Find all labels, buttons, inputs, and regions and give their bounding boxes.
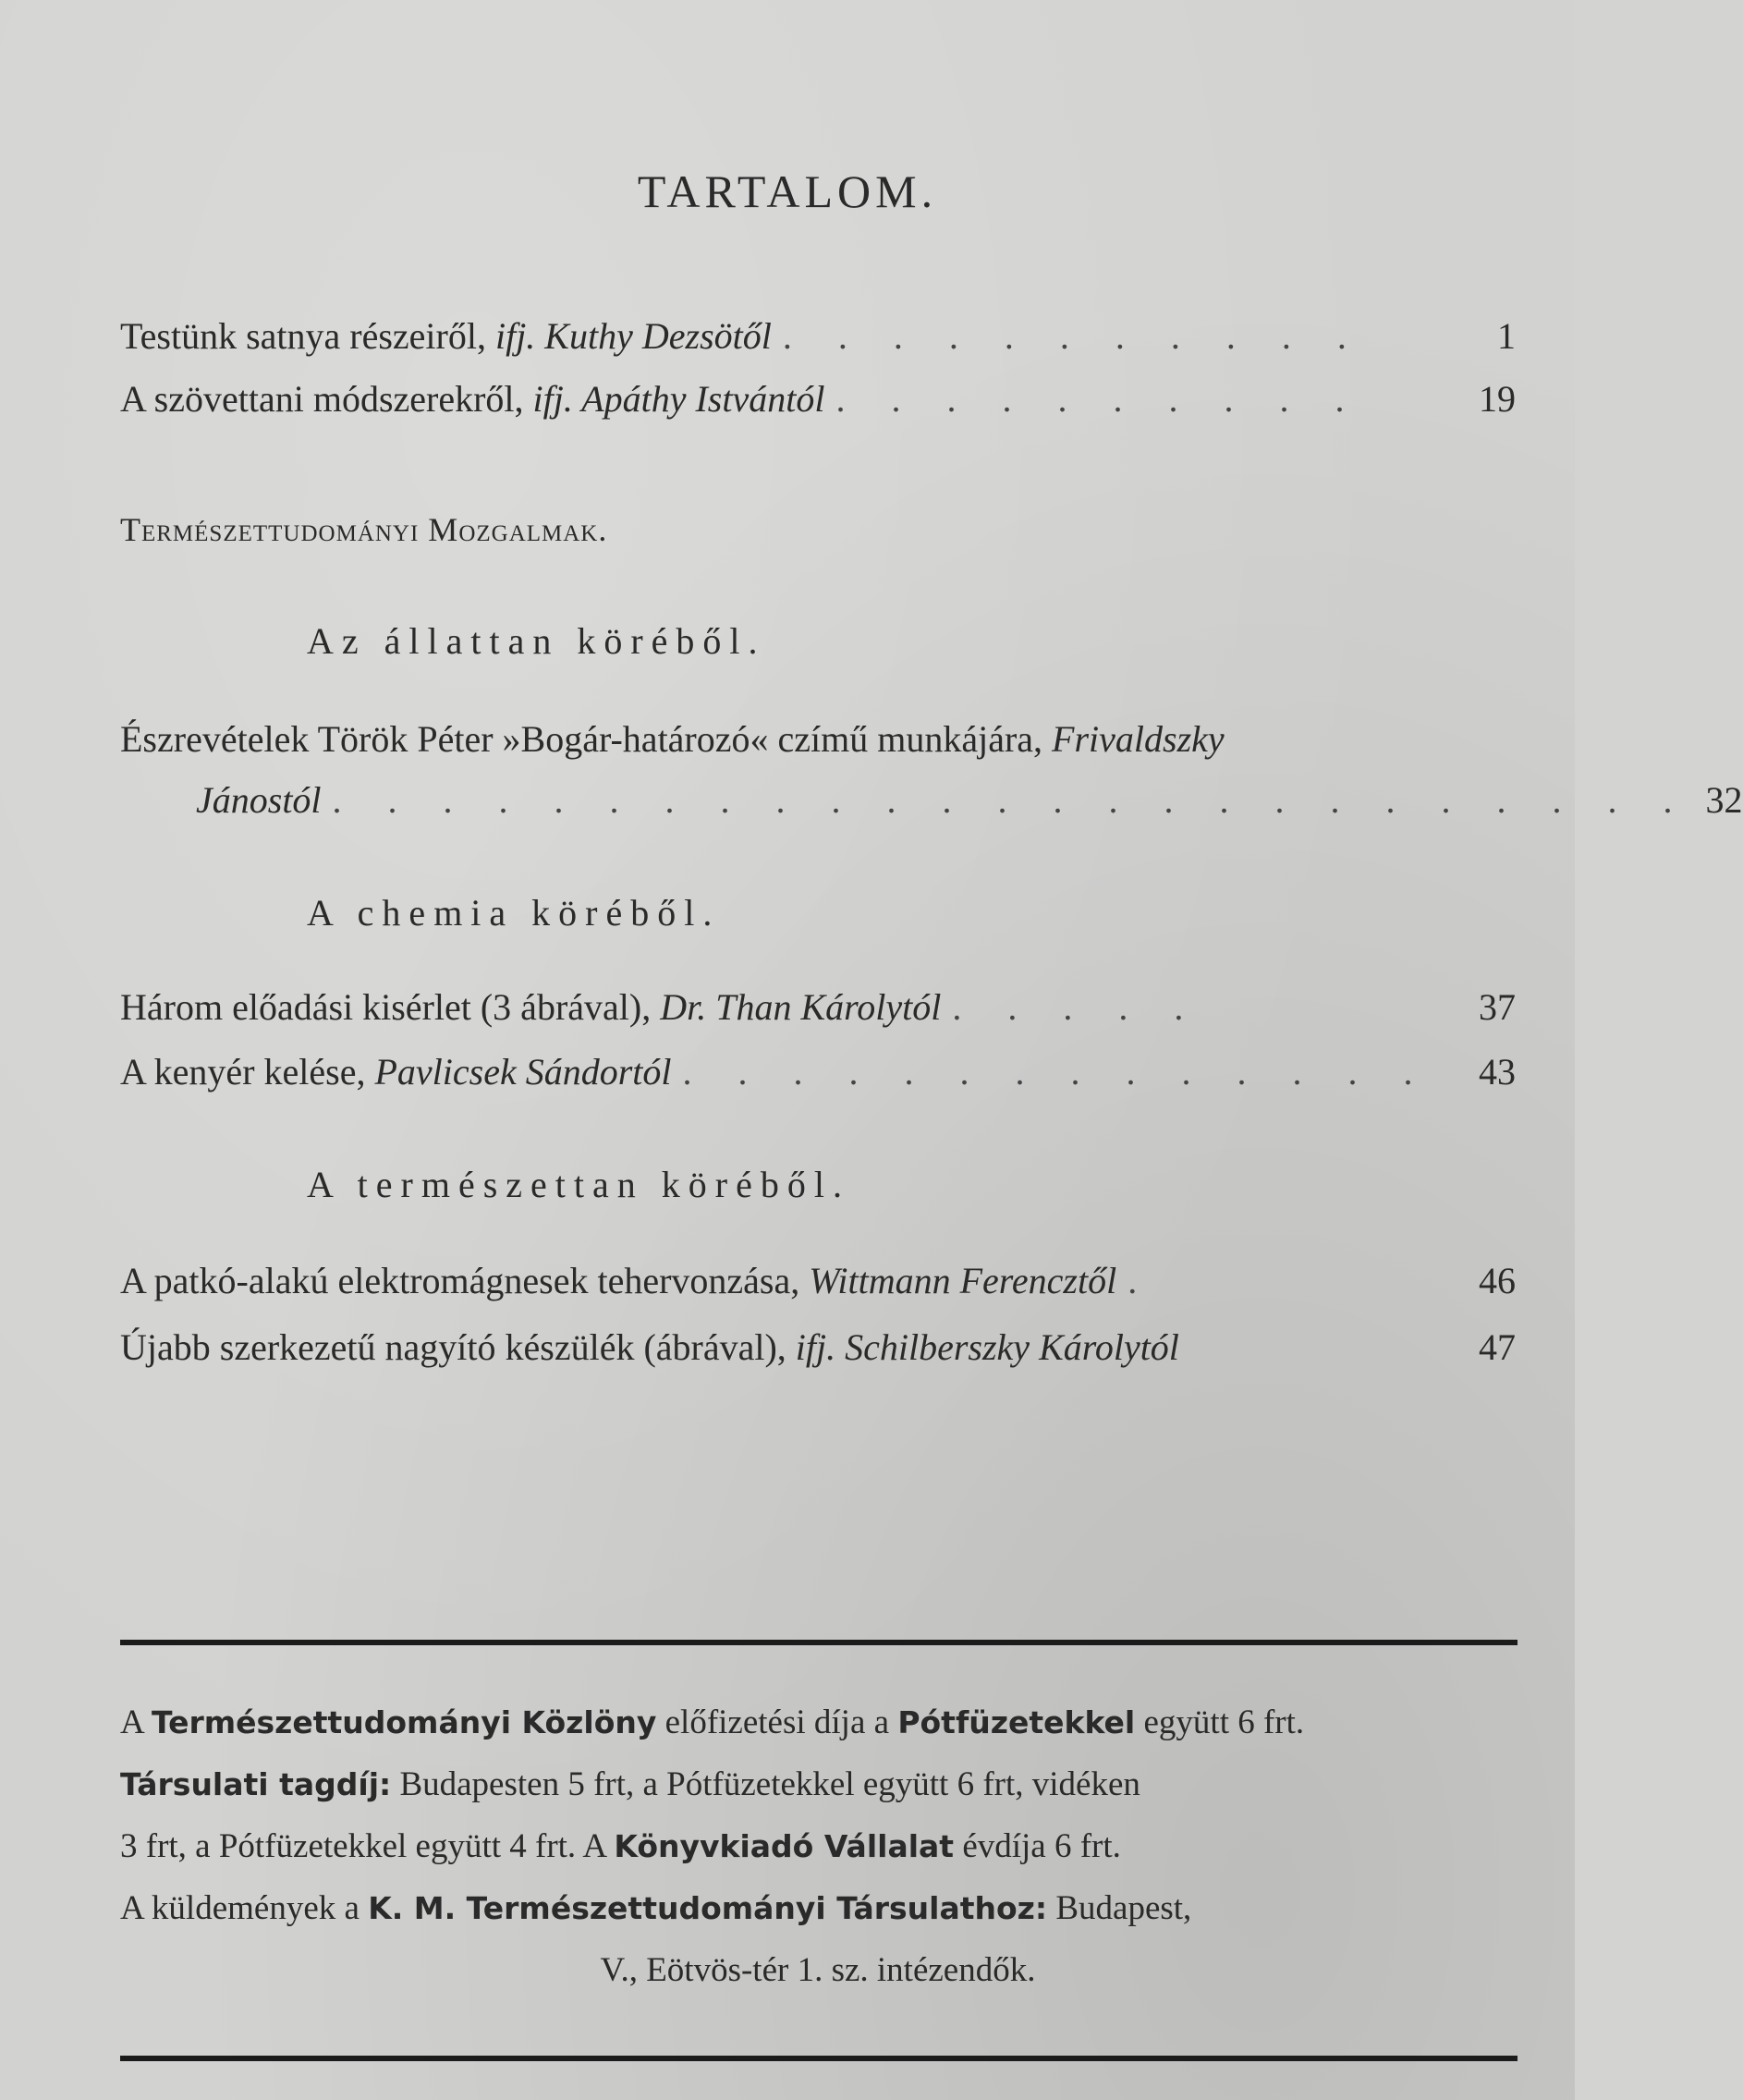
- entry-author: Dr. Than Károlytól: [660, 986, 942, 1028]
- horizontal-rule-top: [120, 1640, 1518, 1645]
- toc-entry[interactable]: [120, 1325, 1516, 1370]
- subsection-heading-chemistry: A chemia köréből.: [307, 892, 721, 934]
- page-number: 46: [1479, 1260, 1516, 1301]
- entry-title: Három előadási kisérlet (3 ábrával),: [120, 986, 652, 1028]
- page-number: 47: [1479, 1326, 1516, 1368]
- notice-line: A Természettudományi Közlöny előfizetési díja a Pótfüzetekkel együtt 6 frt.: [120, 1703, 1305, 1741]
- toc-entry[interactable]: [120, 314, 1516, 359]
- entry-author: Wittmann Ferencztől: [809, 1260, 1117, 1301]
- leader-dots: . . . . .: [952, 986, 1202, 1028]
- entry-title: A patkó-alakú elektromágnesek tehervonzása,: [120, 1260, 800, 1301]
- toc-entry[interactable]: [120, 377, 1516, 421]
- page-number: 19: [1479, 378, 1516, 420]
- notice-line: V., Eötvös-tér 1. sz. intézendők.: [600, 1951, 1036, 1989]
- toc-entry[interactable]: [120, 1259, 1516, 1303]
- leader-dots: . . . . . . . . . .: [835, 378, 1363, 420]
- horizontal-rule-bottom: [120, 2056, 1518, 2061]
- leader-dots: . . . . . . . . . . . . . .: [682, 1051, 1432, 1093]
- subsection-heading-zoology: Az állattan köréből.: [307, 620, 766, 662]
- page-number: 43: [1479, 1051, 1516, 1093]
- leader-dots: .: [1127, 1260, 1156, 1301]
- notice-line: 3 frt, a Pótfüzetekkel együtt 4 frt. A Könyvkiadó Vállalat évdíja 6 frt.: [120, 1827, 1121, 1865]
- entry-title: Újabb szerkezetű nagyító készülék (ábrával),: [120, 1326, 786, 1368]
- page-title: TARTALOM.: [637, 165, 938, 217]
- notice-line: A küldemények a K. M. Természettudományi Társulathoz: Budapest,: [120, 1889, 1192, 1927]
- subscription-notice: [120, 1691, 1516, 2001]
- entry-title: Testünk satnya részeiről,: [120, 315, 486, 357]
- page-number: 32: [1705, 779, 1743, 821]
- toc-entry[interactable]: [120, 985, 1516, 1030]
- entry-author: ifj. Schilberszky Károlytól: [795, 1326, 1179, 1368]
- entry-author: Pavlicsek Sándortól: [374, 1051, 672, 1093]
- entry-title: Észrevételek Török Péter »Bogár-határozó« czímű munkájára,: [120, 718, 1043, 760]
- toc-entry[interactable]: [120, 717, 1516, 762]
- page-number: 1: [1497, 315, 1516, 357]
- toc-entry-continuation[interactable]: [196, 778, 1743, 823]
- subsection-heading-physics: A természettan köréből.: [307, 1164, 850, 1205]
- section-heading: Természettudományi Mozgalmak.: [120, 511, 608, 548]
- page-number: 37: [1479, 986, 1516, 1028]
- toc-entry[interactable]: [120, 1050, 1516, 1094]
- leader-dots: . . . . . . . . . . . . . . . . . . . . . . . . .: [332, 779, 1691, 821]
- entry-author: Frivaldszky: [1052, 718, 1225, 760]
- notice-line: Társulati tagdíj: Budapesten 5 frt, a Pótfüzetekkel együtt 6 frt, vidéken: [120, 1765, 1140, 1803]
- entry-author: Jánostól: [196, 779, 322, 821]
- entry-author: ifj. Kuthy Dezsötől: [494, 315, 772, 357]
- entry-title: A kenyér kelése,: [120, 1051, 366, 1093]
- entry-title: A szövettani módszerekről,: [120, 378, 524, 420]
- entry-author: ifj. Apáthy Istvántól: [532, 378, 825, 420]
- leader-dots: . . . . . . . . . . .: [782, 315, 1365, 357]
